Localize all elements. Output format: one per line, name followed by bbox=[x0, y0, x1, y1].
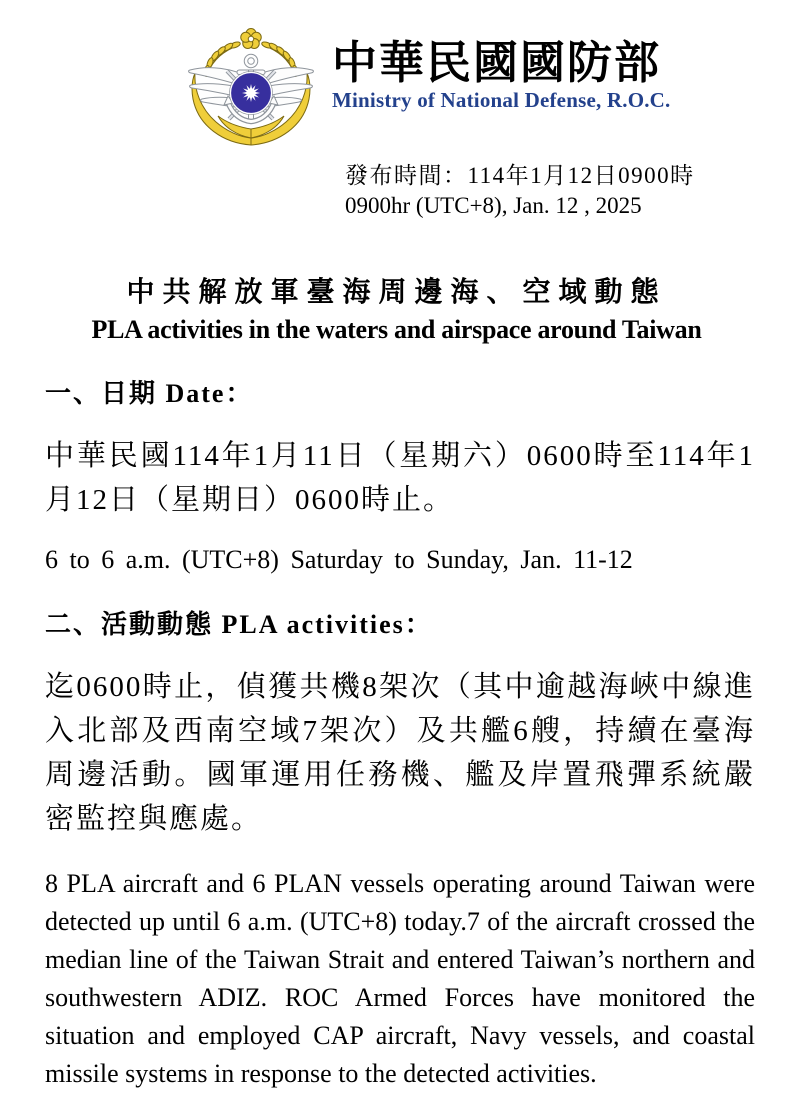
masthead bbox=[0, 0, 793, 149]
section-activities-heading: 二、活動動態 PLA activities： bbox=[45, 609, 433, 639]
sun-disc-icon bbox=[230, 72, 273, 115]
activities-paragraph-zh: 迄0600時止，偵獲共機8架次（其中逾越海峽中線進入北部及西南空域7架次）及共艦6艘，持續在臺海周邊活動。國軍運用任務機、艦及岸置飛彈系統嚴密監控與應處。 bbox=[45, 670, 755, 835]
document-body bbox=[45, 373, 755, 1093]
release-line-zh: 發布時間：114年1月12日0900時 bbox=[345, 163, 695, 188]
activities-paragraph-en: 8 PLA aircraft and 6 PLAN vessels operating around Taiwan were detected up until 6 a.m. (UTC+8) today.7 of the aircraft crossed the median line of the Taiwan Strait and entered Taiwan’s northern and southwestern ADIZ. ROC Armed Forces have monitored the situation and employed CAP aircraft, Navy vessels, and coastal missile systems in response to the detected activities. bbox=[45, 868, 755, 1088]
mnd-emblem bbox=[176, 24, 326, 149]
section-date bbox=[45, 373, 755, 576]
document-title-en: PLA activities in the waters and airspace around Taiwan bbox=[91, 314, 702, 344]
org-names bbox=[332, 38, 671, 113]
date-paragraph-en: 6 to 6 a.m. (UTC+8) Saturday to Sunday, Jan. 11-12 bbox=[45, 544, 633, 574]
org-name-en: Ministry of National Defense, R.O.C. bbox=[332, 88, 671, 113]
org-name-zh: 中華民國國防部 bbox=[332, 38, 662, 88]
section-activities bbox=[45, 604, 755, 1093]
date-paragraph-zh: 中華民國114年1月11日（星期六）0600時至114年1月12日（星期日）0600時止。 bbox=[45, 439, 755, 516]
document-title-zh: 中共解放軍臺海周邊海、空域動態 bbox=[126, 276, 667, 308]
document-title bbox=[0, 270, 793, 345]
plum-blossom-icon bbox=[241, 29, 262, 49]
section-date-heading: 一、日期 Date： bbox=[45, 378, 254, 408]
release-time-block bbox=[345, 161, 793, 222]
mnd-emblem-graphic bbox=[176, 24, 326, 149]
release-line-en: 0900hr (UTC+8), Jan. 12 , 2025 bbox=[345, 193, 642, 219]
